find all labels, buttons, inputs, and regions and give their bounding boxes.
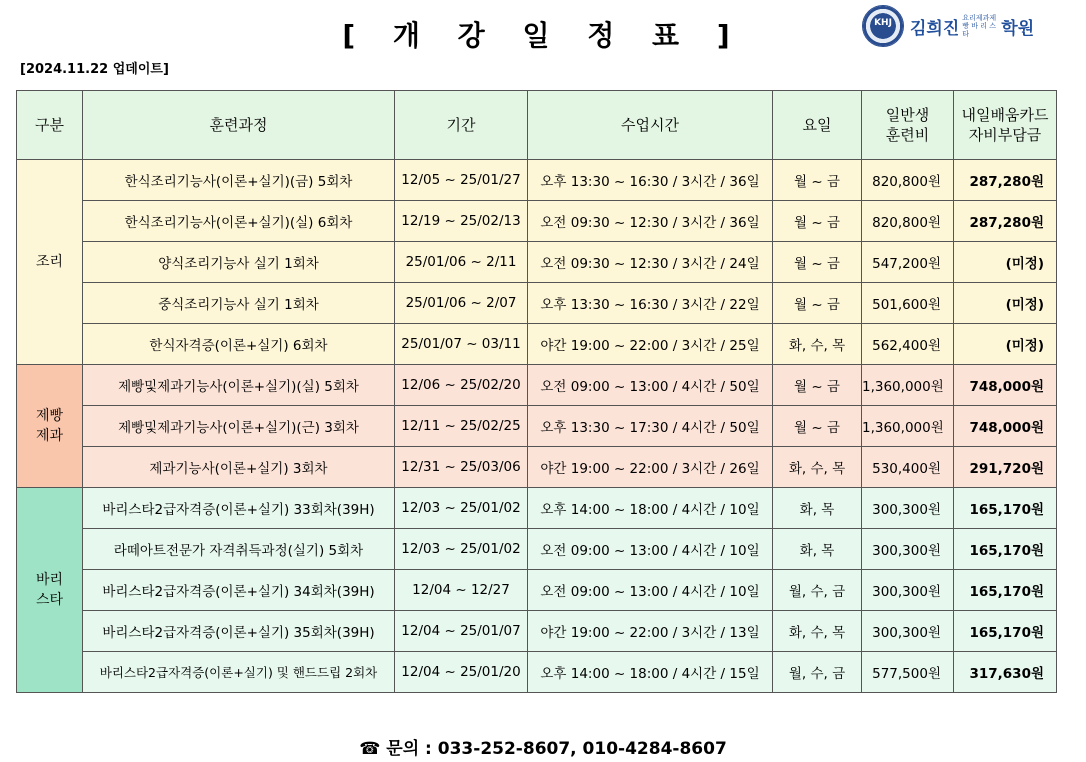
days-cell: 화, 수, 목 (773, 611, 862, 652)
table-row (17, 529, 1057, 570)
course-cell: 바리스타2급자격증(이론+실기) 34회차(39H) (83, 570, 395, 611)
fee-cell: 300,300원 (862, 611, 954, 652)
period-cell: 12/11 ~ 25/02/25 (395, 406, 528, 447)
table-row (17, 611, 1057, 652)
header-class-time: 수업시간 (528, 91, 773, 160)
fee-cell: 530,400원 (862, 447, 954, 488)
class-time-cell: 오전 09:00 ~ 13:00 / 4시간 / 10일 (528, 570, 773, 611)
days-cell: 월 ~ 금 (773, 201, 862, 242)
period-cell: 25/01/06 ~ 2/11 (395, 242, 528, 283)
schedule-table (16, 90, 1057, 693)
category-cell: 조리 (17, 160, 83, 365)
fee-cell: 300,300원 (862, 570, 954, 611)
period-cell: 12/31 ~ 25/03/06 (395, 447, 528, 488)
period-cell: 12/04 ~ 25/01/07 (395, 611, 528, 652)
fee-cell: 820,800원 (862, 201, 954, 242)
course-cell: 바리스타2급자격증(이론+실기) 35회차(39H) (83, 611, 395, 652)
header-days: 요일 (773, 91, 862, 160)
table-row (17, 324, 1057, 365)
table-row (17, 406, 1057, 447)
class-time-cell: 야간 19:00 ~ 22:00 / 3시간 / 13일 (528, 611, 773, 652)
support-cell: 165,170원 (954, 488, 1057, 529)
support-cell: 748,000원 (954, 406, 1057, 447)
contact-info: ☎ 문의 : 033-252-8607, 010-4284-8607 (359, 739, 727, 759)
class-time-cell: 오전 09:00 ~ 13:00 / 4시간 / 10일 (528, 529, 773, 570)
logo-hakwon: 학원 (1001, 18, 1035, 39)
class-time-cell: 야간 19:00 ~ 22:00 / 3시간 / 26일 (528, 447, 773, 488)
course-cell: 중식조리기능사 실기 1회차 (83, 283, 395, 324)
fee-cell: 547,200원 (862, 242, 954, 283)
course-cell: 한식조리기능사(이론+실기)(금) 5회차 (83, 160, 395, 201)
course-cell: 한식조리기능사(이론+실기)(실) 6회차 (83, 201, 395, 242)
support-cell: 291,720원 (954, 447, 1057, 488)
support-cell: 748,000원 (954, 365, 1057, 406)
period-cell: 12/04 ~ 12/27 (395, 570, 528, 611)
fee-cell: 562,400원 (862, 324, 954, 365)
table-row (17, 447, 1057, 488)
table-row (17, 652, 1057, 693)
class-time-cell: 오전 09:30 ~ 12:30 / 3시간 / 36일 (528, 201, 773, 242)
logo-name: 김희진 (910, 18, 960, 39)
header-row (17, 91, 1057, 160)
course-cell: 바리스타2급자격증(이론+실기) 33회차(39H) (83, 488, 395, 529)
table-row (17, 488, 1057, 529)
logo-emblem-icon: KHJ (862, 5, 904, 47)
update-date: [2024.11.22 업데이트] (20, 62, 169, 77)
support-cell: 287,280원 (954, 160, 1057, 201)
table-row (17, 160, 1057, 201)
category-cell: 바리 스타 (17, 488, 83, 693)
days-cell: 월 ~ 금 (773, 242, 862, 283)
days-cell: 월 ~ 금 (773, 283, 862, 324)
header-support: 내일배움카드 자비부담금 (954, 91, 1057, 160)
class-time-cell: 오후 14:00 ~ 18:00 / 4시간 / 10일 (528, 488, 773, 529)
logo-subtitle: 요리제과제빵 바 리 스 타 (962, 14, 997, 38)
course-cell: 바리스타2급자격증(이론+실기) 및 핸드드립 2회차 (83, 652, 395, 693)
class-time-cell: 오후 14:00 ~ 18:00 / 4시간 / 15일 (528, 652, 773, 693)
course-cell: 라떼아트전문가 자격취득과정(실기) 5회차 (83, 529, 395, 570)
days-cell: 월 ~ 금 (773, 406, 862, 447)
course-cell: 제빵및제과기능사(이론+실기)(실) 5회차 (83, 365, 395, 406)
class-time-cell: 오후 13:30 ~ 16:30 / 3시간 / 36일 (528, 160, 773, 201)
support-cell: 317,630원 (954, 652, 1057, 693)
page-title: [ 개 강 일 정 표 ] (342, 19, 744, 52)
table-row (17, 365, 1057, 406)
table-row (17, 242, 1057, 283)
period-cell: 12/06 ~ 25/02/20 (395, 365, 528, 406)
days-cell: 월 ~ 금 (773, 365, 862, 406)
support-cell: 165,170원 (954, 529, 1057, 570)
days-cell: 월, 수, 금 (773, 570, 862, 611)
fee-cell: 820,800원 (862, 160, 954, 201)
table-body (17, 160, 1057, 693)
category-cell: 제빵 제과 (17, 365, 83, 488)
course-cell: 한식자격증(이론+실기) 6회차 (83, 324, 395, 365)
fee-cell: 1,360,000원 (862, 365, 954, 406)
fee-cell: 300,300원 (862, 488, 954, 529)
class-time-cell: 오후 13:30 ~ 17:30 / 4시간 / 50일 (528, 406, 773, 447)
days-cell: 화, 수, 목 (773, 447, 862, 488)
course-cell: 제빵및제과기능사(이론+실기)(근) 3회차 (83, 406, 395, 447)
fee-cell: 1,360,000원 (862, 406, 954, 447)
period-cell: 25/01/07 ~ 03/11 (395, 324, 528, 365)
days-cell: 월, 수, 금 (773, 652, 862, 693)
days-cell: 화, 목 (773, 529, 862, 570)
course-cell: 양식조리기능사 실기 1회차 (83, 242, 395, 283)
fee-cell: 577,500원 (862, 652, 954, 693)
header-period: 기간 (395, 91, 528, 160)
class-time-cell: 오후 13:30 ~ 16:30 / 3시간 / 22일 (528, 283, 773, 324)
period-cell: 12/03 ~ 25/01/02 (395, 529, 528, 570)
support-cell: (미정) (954, 283, 1057, 324)
table-row (17, 201, 1057, 242)
period-cell: 12/05 ~ 25/01/27 (395, 160, 528, 201)
period-cell: 25/01/06 ~ 2/07 (395, 283, 528, 324)
support-cell: (미정) (954, 324, 1057, 365)
course-cell: 제과기능사(이론+실기) 3회차 (83, 447, 395, 488)
academy-logo (862, 6, 1034, 46)
class-time-cell: 오전 09:00 ~ 13:00 / 4시간 / 50일 (528, 365, 773, 406)
class-time-cell: 오전 09:30 ~ 12:30 / 3시간 / 24일 (528, 242, 773, 283)
header-course: 훈련과정 (83, 91, 395, 160)
fee-cell: 300,300원 (862, 529, 954, 570)
header-fee: 일반생 훈련비 (862, 91, 954, 160)
fee-cell: 501,600원 (862, 283, 954, 324)
support-cell: 165,170원 (954, 611, 1057, 652)
days-cell: 월 ~ 금 (773, 160, 862, 201)
support-cell: 165,170원 (954, 570, 1057, 611)
table-row (17, 283, 1057, 324)
support-cell: (미정) (954, 242, 1057, 283)
support-cell: 287,280원 (954, 201, 1057, 242)
class-time-cell: 야간 19:00 ~ 22:00 / 3시간 / 25일 (528, 324, 773, 365)
period-cell: 12/19 ~ 25/02/13 (395, 201, 528, 242)
period-cell: 12/03 ~ 25/01/02 (395, 488, 528, 529)
days-cell: 화, 수, 목 (773, 324, 862, 365)
days-cell: 화, 목 (773, 488, 862, 529)
header-category: 구분 (17, 91, 83, 160)
period-cell: 12/04 ~ 25/01/20 (395, 652, 528, 693)
table-row (17, 570, 1057, 611)
